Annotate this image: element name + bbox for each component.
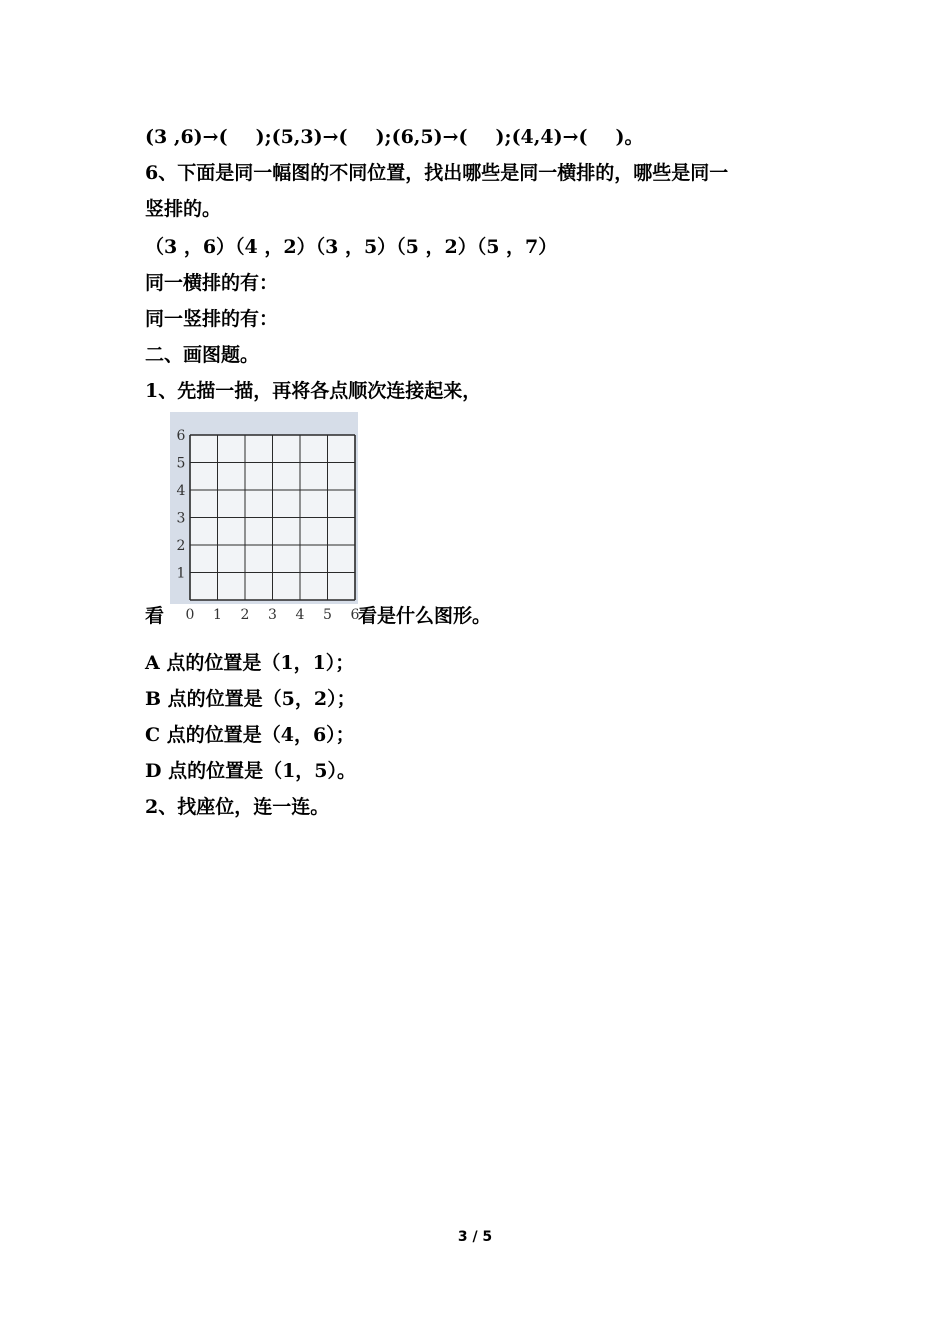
q2-instruction: 2、找座位，连一连。 [145, 796, 330, 818]
section2-title: 二、画图题。 [145, 344, 260, 366]
q5-answer-line: (3 ,6)→( );(5,3)→( );(6,5)→( );(4,4)→( )。 [145, 126, 644, 148]
q1-prefix: 看 [145, 605, 165, 627]
coordinate-grid [170, 412, 358, 627]
point-d: D 点的位置是（1，5）。 [145, 760, 357, 782]
point-a: A 点的位置是（1，1）； [145, 652, 355, 674]
q5-coord-3: (6,5) [391, 126, 443, 148]
x-tick-label: 1 [213, 607, 222, 623]
q5-coord-2: (5,3) [271, 126, 323, 148]
y-tick-label: 4 [176, 483, 186, 499]
q1-instruction: 1、先描一描，再将各点顺次连接起来， [145, 380, 482, 402]
point-c: C 点的位置是（4，6）； [145, 724, 355, 746]
x-tick-label: 6 [350, 607, 360, 623]
x-tick-label: 5 [323, 607, 332, 623]
q6-question-line2: 竖排的。 [145, 198, 222, 220]
y-tick-label: 2 [176, 538, 186, 554]
page-number: 3 / 5 [457, 1229, 493, 1245]
grid-svg [170, 412, 358, 627]
y-tick-label: 5 [176, 455, 186, 472]
q1-suffix: 看是什么图形。 [358, 605, 492, 627]
y-tick-label: 6 [176, 428, 186, 444]
x-tick-label: 4 [295, 607, 305, 623]
x-tick-label: 0 [185, 607, 195, 623]
q6-question-line1: 6、下面是同一幅图的不同位置，找出哪些是同一横排的，哪些是同一 [145, 162, 729, 184]
q6-same-row: 同一横排的有： [145, 272, 279, 294]
x-tick-label: 3 [268, 607, 277, 623]
y-tick-label: 1 [176, 565, 186, 582]
q5-coord-1: (3 ,6) [145, 126, 203, 148]
x-tick-label: 2 [240, 607, 250, 623]
point-b: B 点的位置是（5，2）； [145, 688, 356, 710]
q5-coord-4: (4,4) [511, 126, 563, 148]
q6-coords: （3 ，6）（4 ，2）（3 ，5）（5 ，2）（5 ，7） [145, 236, 558, 258]
q6-same-col: 同一竖排的有： [145, 308, 279, 330]
y-tick-label: 3 [176, 510, 186, 527]
